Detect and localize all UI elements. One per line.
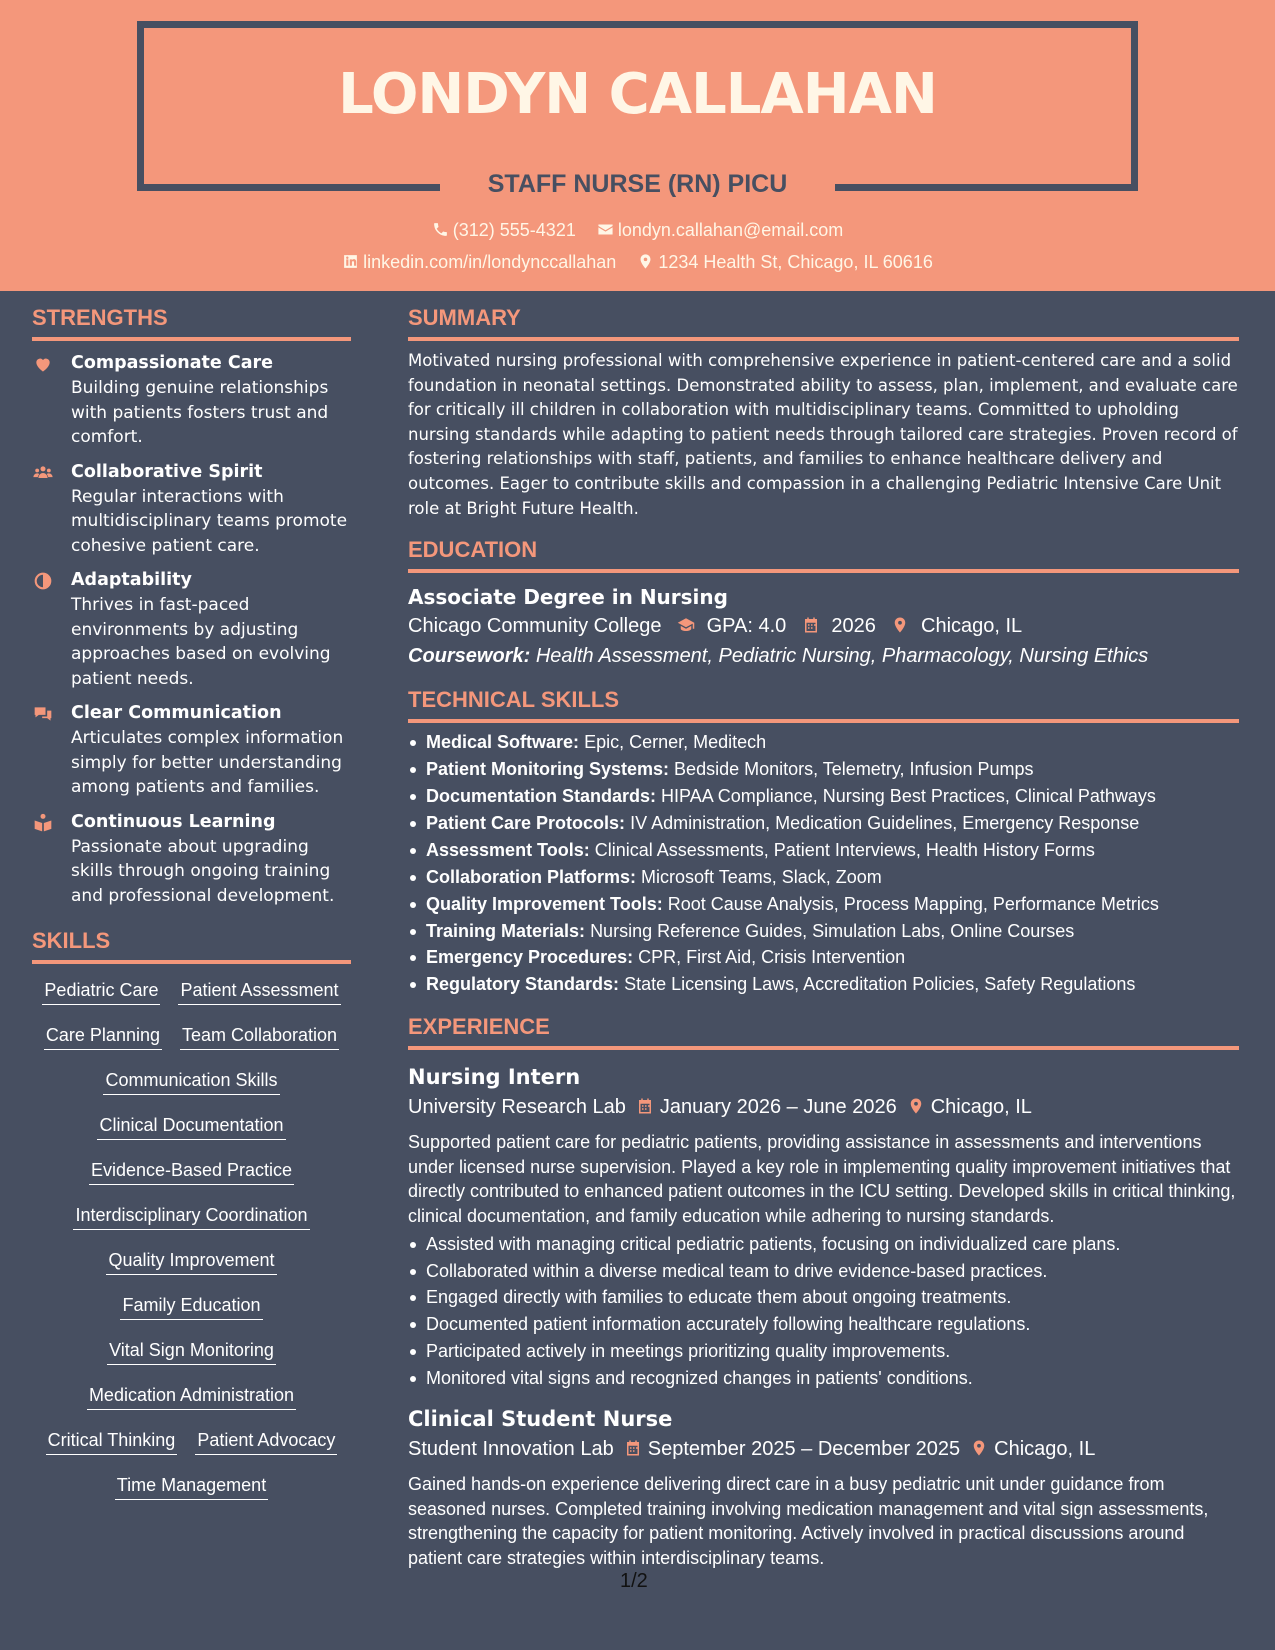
right-column [408,303,1239,1570]
skill-tag: Team Collaboration [180,1023,339,1050]
strength-description: Building genuine relationships with patients fosters trust and comfort. [71,378,329,447]
education-meta [408,611,1239,641]
skill-tag: Interdisciplinary Coordination [73,1203,309,1230]
technical-skill-value: Bedside Monitors, Telemetry, Infusion Pumps [674,759,1034,780]
job-bullet: Monitored vital signs and recognized changes in patients' conditions. [426,1365,1239,1392]
resume-header [0,0,1275,291]
job-bullet: Participated actively in meetings prioritizing quality improvements. [426,1338,1239,1365]
technical-skill-label: Regulatory Standards: [426,974,620,995]
job-dates: January 2026 – June 2026 [659,1096,897,1119]
technical-skill-item [426,944,1239,971]
strength-title: Collaborative Spirit [71,461,263,482]
technical-skill-item [426,918,1239,945]
experience-list [408,1062,1239,1570]
technical-skill-item [426,756,1239,783]
users-icon [32,463,54,483]
skills-heading: SKILLS [32,926,351,964]
experience-item [408,1404,1239,1570]
technical-skill-label: Training Materials: [426,920,586,941]
technical-skill-value: CPR, First Aid, Crisis Intervention [638,947,906,968]
job-dates: September 2025 – December 2025 [647,1438,961,1461]
phone-icon [432,221,449,238]
technical-skill-value: Clinical Assessments, Patient Interviews, Health History Forms [594,839,1095,860]
job-organization: Student Innovation Lab [408,1438,614,1461]
strength-item [32,460,351,559]
strength-title: Clear Communication [71,703,282,723]
technical-skill-item [426,837,1239,864]
skill-row [32,1383,351,1428]
skill-row [32,1293,351,1338]
strength-description: Passionate about upgrading skills through ongoing training and professional development. [71,836,335,906]
chat-icon [32,704,54,724]
technical-skill-value: Nursing Reference Guides, Simulation Labs, Online Courses [590,920,1075,941]
linkedin-icon [342,253,359,270]
job-title: STAFF NURSE (RN) PICU [487,170,788,198]
strengths-list [32,351,351,908]
strengths-heading: STRENGTHS [32,303,351,341]
job-position: Clinical Student Nurse [408,1407,673,1432]
job-bullets [408,1231,1239,1392]
technical-skill-item [426,810,1239,837]
contact-row-2 [0,252,1275,273]
job-bullet: Collaborated within a diverse medical team to drive evidence-based practices. [426,1258,1239,1285]
job-description: Supported patient care for pediatric patients, providing assistance in assessments and interventions under licensed nurse supervision. Played a key role in implementing quality improvement initiatives that directly contributed to enhanced patient outcomes in the ICU setting. Developed skills in critical thinking, clinical documentation, and family education while adhering to nursing standards. [408,1132,1236,1226]
degree-title: Associate Degree in Nursing [408,585,728,610]
strength-description: Regular interactions with multidisciplinary teams promote cohesive patient care. [71,486,348,556]
heart-icon [32,354,54,374]
skill-row [32,1023,351,1068]
skill-row [32,1113,351,1158]
technical-skill-label: Emergency Procedures: [426,947,634,968]
address-contact [637,252,933,273]
phone-text: (312) 555-4321 [452,220,576,240]
skill-tag: Critical Thinking [46,1428,178,1455]
candidate-name: LONDYN CALLAHAN [338,62,937,127]
summary-text: Motivated nursing professional with comprehensive experience in patient-centered care and a solid foundation in neonatal settings. Demonstrated ability to assess, plan, implement, and evaluate care for critically ill children in collaboration with multidisciplinary teams. Committed to upholding nursing standards while adapting to patient needs through tailored care strategies. Proven record of fostering relationships with staff, patients, and families to enhance healthcare delivery and outcomes. Eager to contribute skills and compassion in a challenging Pediatric Intensive Care Unit role at Bright Future Health. [408,351,1238,518]
experience-item [408,1062,1239,1392]
strength-title: Compassionate Care [71,353,274,373]
technical-skills-list [408,729,1239,998]
school-name: Chicago Community College [408,615,662,638]
job-location: Chicago, IL [930,1096,1032,1119]
technical-skill-value: Root Cause Analysis, Process Mapping, Performance Metrics [667,893,1159,914]
coursework-list: Health Assessment, Pediatric Nursing, Pharmacology, Nursing Ethics [535,645,1149,668]
job-description: Gained hands-on experience delivering direct care in a busy pediatric unit under guidance from seasoned nurses. Completed training involving medication management and vital sign assessments, strengthening the capacity for patient monitoring. Actively involved in practical discussions around patient care strategies within interdisciplinary teams. [408,1474,1209,1568]
job-position: Nursing Intern [408,1065,581,1090]
calendar-icon [802,616,820,634]
coursework-label: Coursework: [408,645,531,668]
technical-skill-item [426,971,1239,998]
skill-tag: Patient Advocacy [195,1428,337,1455]
strength-description: Articulates complex information simply for better understanding among patients and families. [71,728,344,797]
job-meta [408,1434,1239,1464]
skills-tags [32,978,351,1518]
skill-row [32,1248,351,1293]
skill-tag: Evidence-Based Practice [89,1158,294,1185]
skill-tag: Family Education [120,1293,262,1320]
skill-row [32,978,351,1023]
job-bullet: Engaged directly with families to educate them about ongoing treatments. [426,1284,1239,1311]
technical-skill-label: Collaboration Platforms: [426,866,637,887]
job-bullet: Assisted with managing critical pediatric patients, focusing on individualized care plans. [426,1231,1239,1258]
skill-tag: Medication Administration [87,1383,296,1410]
skill-tag: Clinical Documentation [97,1113,285,1140]
strength-title: Continuous Learning [71,811,276,832]
skill-tag: Quality Improvement [106,1248,276,1275]
job-organization: University Research Lab [408,1096,626,1119]
skill-tag: Pediatric Care [42,978,160,1005]
map-pin-icon [891,616,909,634]
graduation-year: 2026 [831,615,876,638]
job-bullet: Documented patient information accurately following healthcare regulations. [426,1311,1239,1338]
email-text: londyn.callahan@email.com [617,220,844,240]
technical-skill-label: Patient Monitoring Systems: [426,759,670,780]
technical-skill-label: Assessment Tools: [426,839,590,860]
linkedin-contact[interactable] [342,252,616,273]
map-pin-icon [970,1439,988,1457]
strength-item [32,701,351,800]
technical-skill-item [426,783,1239,810]
half-circle-icon [32,571,54,591]
strength-item [32,568,351,691]
phone-contact[interactable] [432,220,576,241]
map-pin-icon [907,1097,925,1115]
contact-row-1 [0,220,1275,241]
technical-skill-item [426,891,1239,918]
strength-item [32,810,351,909]
technical-skill-label: Quality Improvement Tools: [426,893,663,914]
school-location: Chicago, IL [921,615,1023,638]
technical-skill-value: Microsoft Teams, Slack, Zoom [641,866,882,887]
skill-row [32,1428,351,1473]
left-column [32,303,351,1518]
page-number: 1/2 [620,1570,648,1592]
summary-heading: SUMMARY [408,303,1239,341]
book-reader-icon [32,813,54,833]
skill-row [32,1068,351,1113]
technical-skill-label: Medical Software: [426,732,580,753]
email-contact[interactable] [597,220,843,241]
experience-heading: EXPERIENCE [408,1012,1239,1050]
address-text: 1234 Health St, Chicago, IL 60616 [658,252,933,272]
technical-skill-label: Documentation Standards: [426,785,657,806]
technical-skill-value: HIPAA Compliance, Nursing Best Practices, Clinical Pathways [661,785,1156,806]
job-meta [408,1092,1239,1122]
skill-tag: Vital Sign Monitoring [107,1338,276,1365]
skill-tag: Communication Skills [103,1068,279,1095]
technical-skill-item [426,864,1239,891]
gpa: GPA: 4.0 [706,615,787,638]
technical-skill-value: State Licensing Laws, Accreditation Policies, Safety Regulations [624,974,1136,995]
linkedin-text: linkedin.com/in/londynccallahan [363,252,617,272]
strength-title: Adaptability [71,570,192,590]
technical-skill-item [426,729,1239,756]
skill-row [32,1473,351,1518]
job-location: Chicago, IL [994,1438,1096,1461]
education-heading: EDUCATION [408,535,1239,573]
skill-tag: Time Management [115,1473,268,1500]
job-title-container [440,166,835,202]
graduation-cap-icon [677,616,695,634]
calendar-icon [624,1439,642,1457]
skill-row [32,1158,351,1203]
technical-skill-value: IV Administration, Medication Guidelines, Emergency Response [630,812,1140,833]
calendar-icon [636,1097,654,1115]
coursework [408,641,1239,671]
envelope-icon [597,221,614,238]
technical-skills-heading: TECHNICAL SKILLS [408,685,1239,723]
strength-item [32,351,351,450]
technical-skill-value: Epic, Cerner, Meditech [584,732,767,753]
map-pin-icon [637,253,654,270]
technical-skill-label: Patient Care Protocols: [426,812,626,833]
skill-tag: Care Planning [44,1023,162,1050]
skill-tag: Patient Assessment [178,978,340,1005]
strength-description: Thrives in fast-paced environments by adjusting approaches based on evolving patient needs. [71,595,331,689]
skill-row [32,1203,351,1248]
skill-row [32,1338,351,1383]
